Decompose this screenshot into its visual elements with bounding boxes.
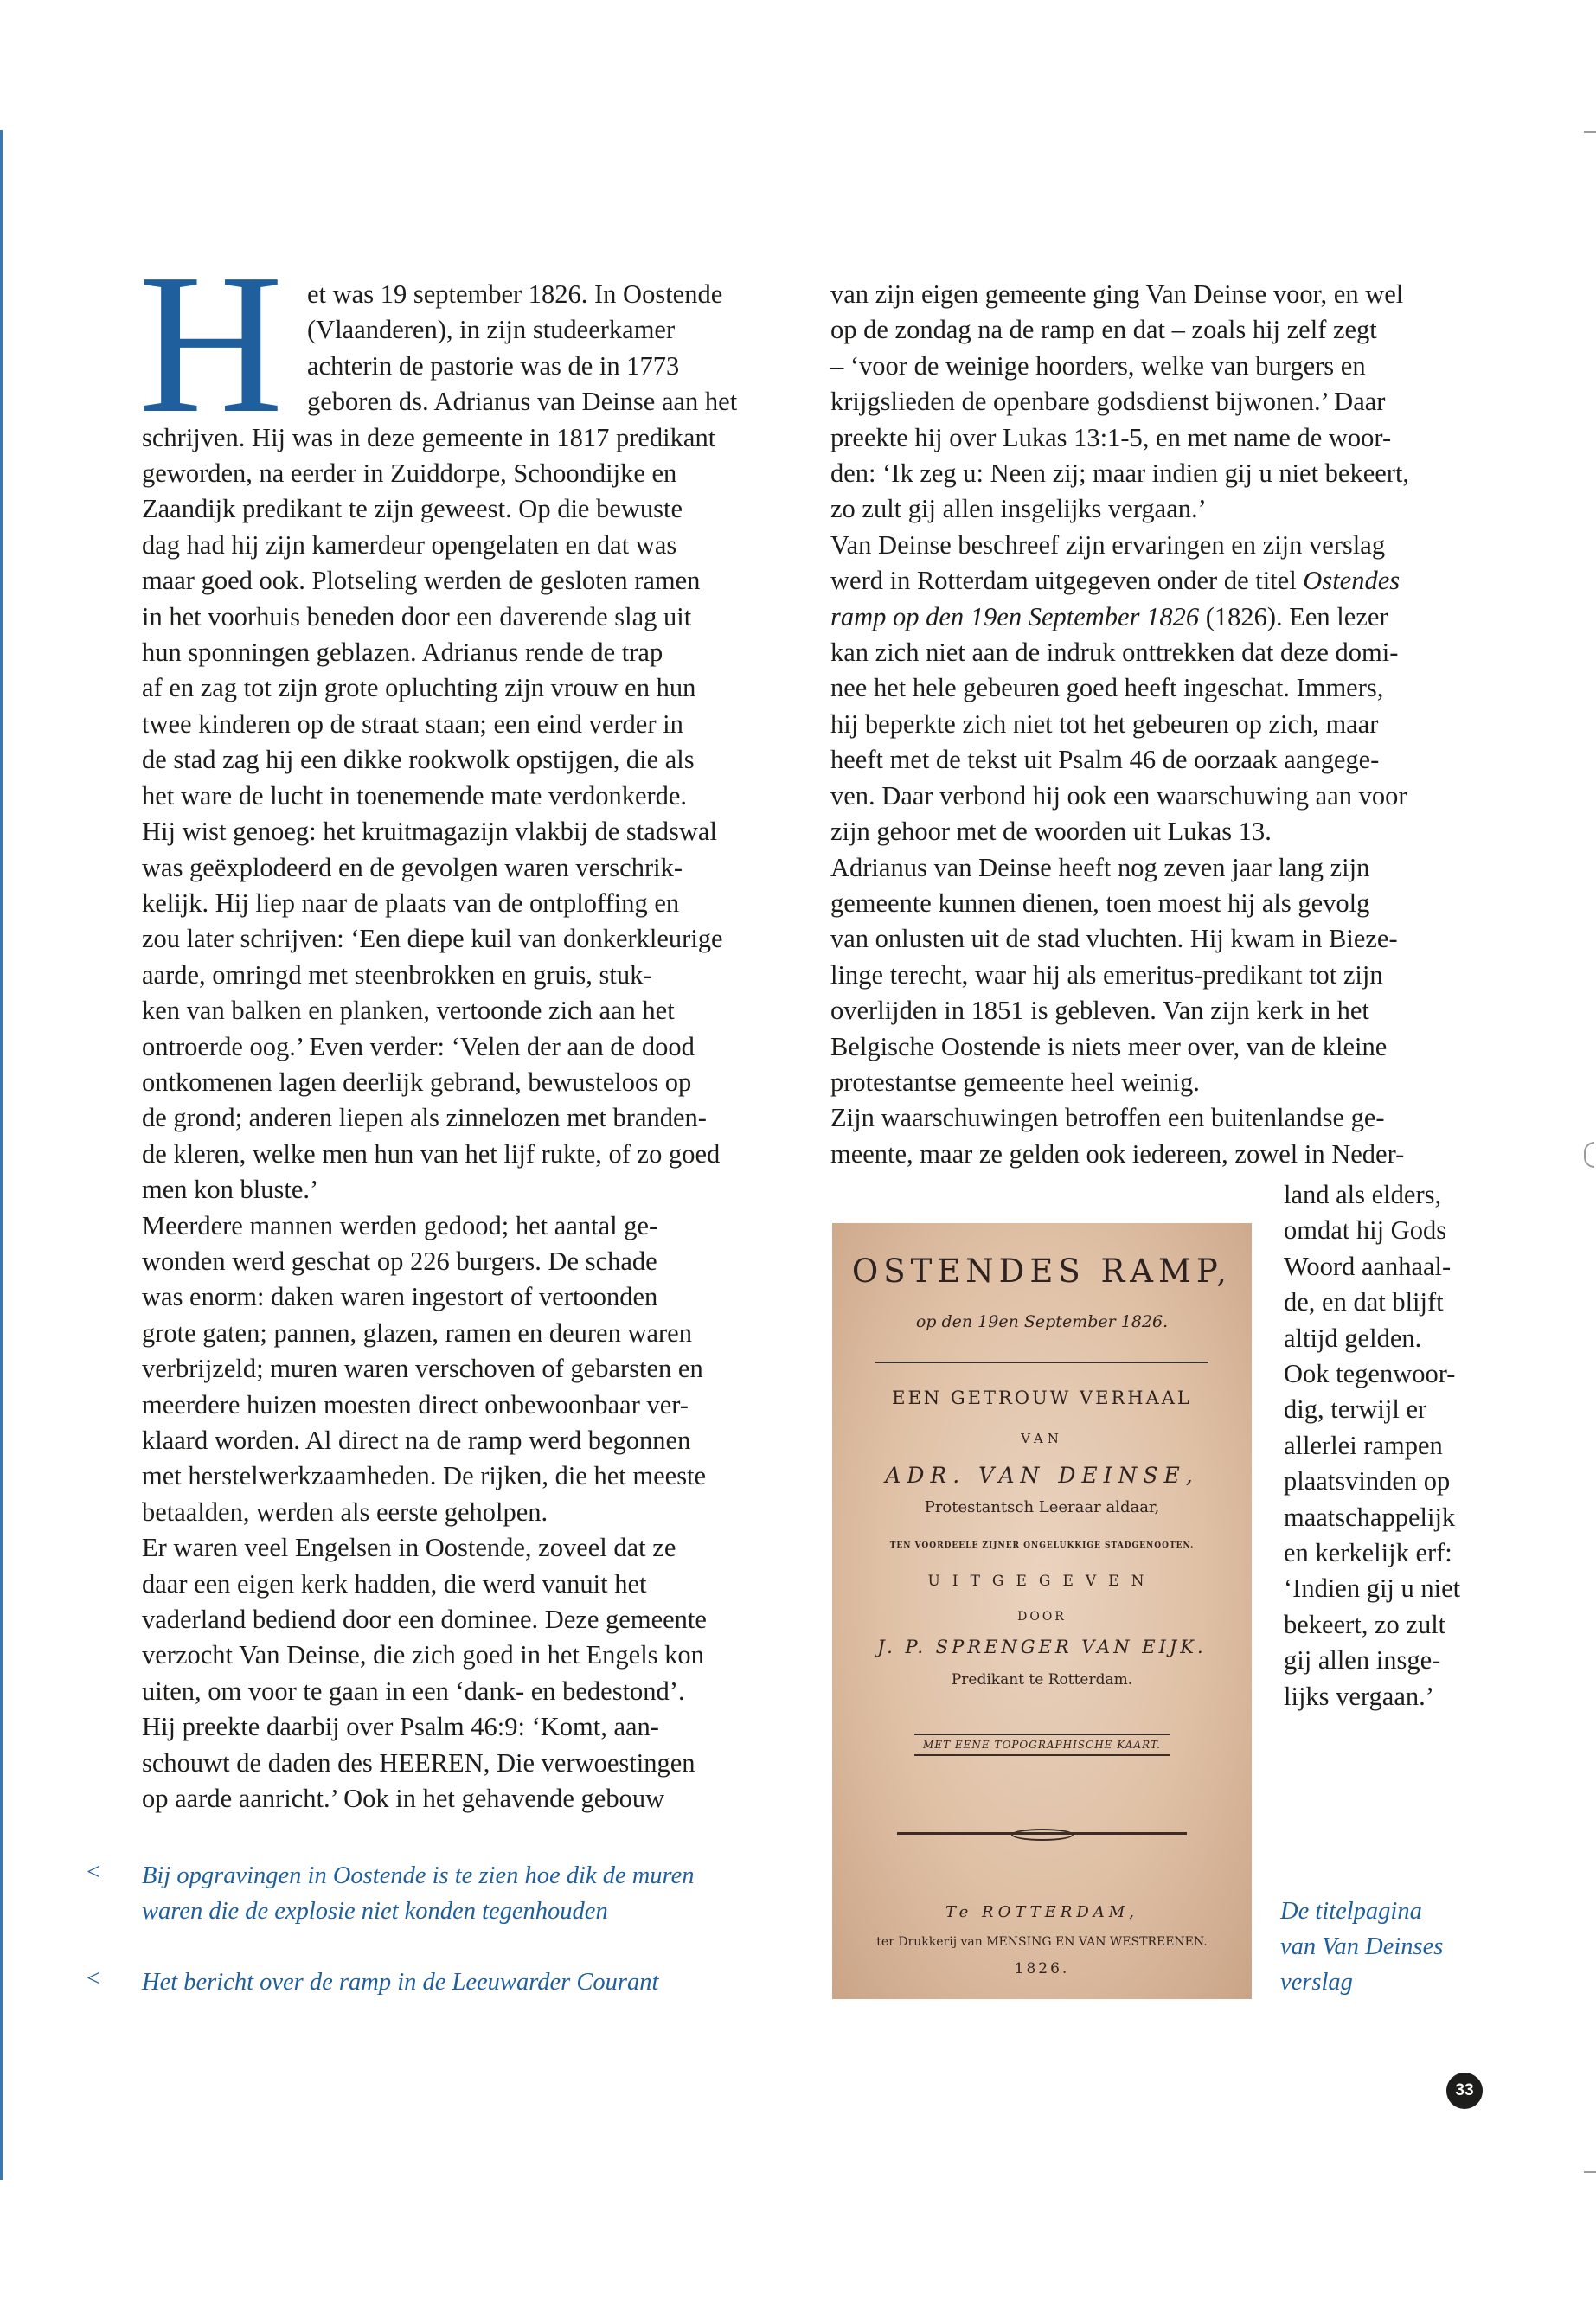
paragraph-line: klaard worden. Al direct na de ramp werd begonnen (142, 1426, 691, 1455)
paragraph-line: vaderland bediend door een dominee. Deze gemeente (142, 1605, 707, 1635)
paragraph-line: in het voorhuis beneden door een daverende slag uit (142, 601, 692, 631)
caption-line: Bij opgravingen in Oostende is te zien hoe dik de muren (142, 1862, 695, 1889)
book-title-italic: Ostendes (1303, 566, 1401, 596)
paragraph-line: aarde, omringd met steenbrokken en gruis, stuk- (142, 959, 652, 990)
tp-date: op den 19en September 1826. (915, 1312, 1169, 1331)
crop-mark-bottom (1584, 2171, 1596, 2173)
paragraph-line: meerdere huizen moesten direct onbewoonbaar ver- (142, 1389, 689, 1420)
paragraph-line: kelijk. Hij liep naar de plaats van de ontploffing en (142, 888, 680, 918)
paragraph-line: maar goed ook. Plotseling werden de gesloten ramen (142, 566, 701, 596)
paragraph-line: ‘Indien gij u niet (1284, 1574, 1461, 1604)
tp-ornament (1011, 1829, 1074, 1841)
paragraph-line: land als elders, (1284, 1180, 1442, 1209)
paragraph-line (830, 599, 1488, 635)
tp-rule (914, 1754, 1170, 1756)
paragraph-line: men kon bluste.’ (142, 1175, 319, 1205)
tp-publisher: J. P. SPRENGER VAN EIJK. (877, 1637, 1207, 1657)
paragraph-line: geworden, na eerder in Zuiddorpe, Schoondijke en (142, 458, 677, 489)
paragraph-line: twee kinderen op de straat staan; een eind verder in (142, 708, 683, 739)
paragraph-line: Zaandijk predikant te zijn geweest. Op die bewuste (142, 494, 683, 524)
paragraph-line: allerlei rampen (1284, 1430, 1443, 1460)
left-edge-rule (0, 130, 3, 2180)
paragraph-line: Hij wist genoeg: het kruitmagazijn vlakbij de stadswal (142, 817, 717, 847)
tp-title: OSTENDES RAMP, (851, 1253, 1233, 1290)
caption-line: van Van Deinses (1280, 1933, 1444, 1960)
paragraph-line: ven. Daar verbond hij ook een waarschuwing aan voor (830, 780, 1407, 811)
caption-line: De titelpagina (1280, 1898, 1422, 1925)
tp-door: DOOR (1017, 1610, 1067, 1624)
paragraph-line: bekeert, zo zult (1284, 1609, 1446, 1639)
caption-title-page (1280, 1894, 1443, 2000)
paragraph-line: was enorm: daken waren ingestort of vertoonden (142, 1282, 658, 1312)
paragraph-line: altijd gelden. (1284, 1323, 1422, 1353)
paragraph-line: plaatsvinden op (1284, 1466, 1451, 1497)
paragraph-line: linge terecht, waar hij als emeritus-predikant tot zijn (830, 959, 1383, 990)
paragraph-text: werd in Rotterdam uitgegeven onder de titel (830, 566, 1297, 596)
paragraph-line: ontroerde oog.’ Even verder: ‘Velen der aan de dood (142, 1031, 695, 1061)
caption-marker: < (87, 1858, 101, 1886)
caption-excavations (142, 1858, 694, 1929)
paragraph-line: Ook tegenwoor- (1284, 1359, 1456, 1389)
paragraph-line: zou later schrijven: ‘Een diepe kuil van donkerkleurige (142, 924, 723, 954)
article-right-column (830, 277, 1488, 1172)
paragraph-line: gemeente kunnen dienen, toen moest hij als gevolg (830, 888, 1370, 918)
paragraph-line: lijks vergaan.’ (1284, 1681, 1434, 1711)
tp-city: Te ROTTERDAM, (945, 1903, 1138, 1921)
tp-author: ADR. VAN DEINSE, (885, 1463, 1199, 1488)
paragraph-line: van onlusten uit de stad vluchten. Hij kwam in Bieze- (830, 924, 1398, 954)
paragraph-line: wonden werd geschat op 226 burgers. De schade (142, 1246, 657, 1276)
paragraph-line: kan zich niet aan de indruk onttrekken dat deze domi- (830, 638, 1399, 668)
paragraph-line: et was 19 september 1826. In Oostende (307, 279, 723, 309)
page-number: 33 (1446, 2073, 1483, 2109)
paragraph-line: schouwt de daden des HEEREN, Die verwoestingen (142, 1747, 695, 1778)
paragraph-line: daar een eigen kerk hadden, die werd vanuit het (142, 1568, 647, 1599)
paragraph-line: nee het hele gebeuren goed heeft ingeschat. Immers, (830, 673, 1384, 703)
tp-uitgegeven: UITGEGEVEN (927, 1573, 1157, 1590)
paragraph-line: maatschappelijk (1284, 1502, 1456, 1532)
paragraph-line: Meerdere mannen werden gedood; het aantal ge- (142, 1210, 658, 1240)
caption-line: waren die de explosie niet konden tegenhouden (142, 1898, 608, 1925)
paragraph-text: (1826). Een lezer (1199, 601, 1388, 631)
tp-year: 1826. (1014, 1960, 1070, 1977)
paragraph-line: op de zondag na de ramp en dat – zoals hij zelf zegt (830, 315, 1377, 345)
crop-mark-top (1584, 131, 1596, 133)
paragraph-line: protestantse gemeente heel weinig. (830, 1067, 1200, 1097)
caption-courant (142, 1965, 658, 2000)
paragraph-line: zo zult gij allen insgelijks vergaan.’ (830, 494, 1207, 524)
paragraph-line: met herstelwerkzaamheden. De rijken, die het meeste (142, 1461, 707, 1491)
paragraph-line: Belgische Oostende is niets meer over, van de kleine (830, 1031, 1388, 1061)
paragraph-line: Hij preekte daarbij over Psalm 46:9: ‘Komt, aan- (142, 1712, 659, 1742)
drop-cap: H (138, 233, 284, 455)
paragraph-line: omdat hij Gods (1284, 1215, 1447, 1246)
title-page-photo (832, 1223, 1252, 1999)
registration-mark (1584, 1142, 1594, 1168)
book-title-italic: ramp op den 19en September 1826 (830, 601, 1200, 631)
tp-van: VAN (1021, 1431, 1063, 1446)
paragraph-line: was geëxplodeerd en de gevolgen waren verschrik- (142, 852, 683, 882)
paragraph-line: achterin de pastorie was de in 1773 (307, 350, 680, 381)
paragraph-line: de grond; anderen liepen als zinnelozen met branden- (142, 1103, 707, 1133)
paragraph-line: zijn gehoor met de woorden uit Lukas 13. (830, 817, 1272, 847)
tp-rule (914, 1734, 1170, 1735)
paragraph-line: de, en dat blijft (1284, 1287, 1444, 1317)
paragraph-line: heeft met de tekst uit Psalm 46 de oorzaak aangege- (830, 745, 1380, 775)
paragraph-line: overlijden in 1851 is gebleven. Van zijn kerk in het (830, 996, 1369, 1026)
paragraph-line: meente, maar ze gelden ook iedereen, zowel in Neder- (830, 1138, 1405, 1169)
tp-press: ter Drukkerij van MENSING EN VAN WESTREENEN. (876, 1935, 1208, 1949)
paragraph-line: de kleren, welke men hun van het lijf rukte, of zo goed (142, 1138, 721, 1169)
paragraph-line: preekte hij over Lukas 13:1-5, en met name de woor- (830, 422, 1392, 452)
tp-rule (875, 1362, 1208, 1363)
caption-line: Het bericht over de ramp in de Leeuwarder Courant (142, 1969, 659, 1996)
paragraph-line: het ware de lucht in toenemende mate verdonkerde. (142, 780, 688, 811)
paragraph-line: betaalden, werden als eerste geholpen. (142, 1497, 548, 1527)
paragraph-line: geboren ds. Adrianus van Deinse aan het (307, 387, 738, 417)
paragraph-line: krijgslieden de openbare godsdienst bijwonen.’ Daar (830, 387, 1386, 417)
paragraph-line: af en zag tot zijn grote opluchting zijn vrouw en hun (142, 673, 696, 703)
paragraph-line: schrijven. Hij was in deze gemeente in 1817 predikant (142, 422, 716, 452)
paragraph-line: (Vlaanderen), in zijn studeerkamer (307, 315, 676, 345)
paragraph-line: – ‘voor de weinige hoorders, welke van burgers en (830, 350, 1366, 381)
paragraph-line: uiten, om voor te gaan in een ‘dank- en bedestond’. (142, 1676, 685, 1706)
paragraph-line: dig, terwijl er (1284, 1394, 1427, 1425)
paragraph-line: gij allen insge- (1284, 1645, 1441, 1676)
paragraph-line: dag had hij zijn kamerdeur opengelaten en dat was (142, 529, 677, 560)
tp-small-line: TEN VOORDEELE ZIJNER ONGELUKKIGE STADGENOOTEN. (889, 1541, 1195, 1550)
paragraph-line: grote gaten; pannen, glazen, ramen en deuren waren (142, 1317, 692, 1348)
paragraph-line: van zijn eigen gemeente ging Van Deinse voor, en wel (830, 279, 1404, 309)
caption-marker: < (87, 1965, 101, 1992)
paragraph-line: verbrijzeld; muren waren verschoven of gebarsten en (142, 1354, 703, 1384)
paragraph-line: de stad zag hij een dikke rookwolk opstijgen, die als (142, 745, 695, 775)
paragraph-line: op aarde aanricht.’ Ook in het gehavende gebouw (142, 1784, 665, 1814)
paragraph-line: Woord aanhaal- (1284, 1251, 1452, 1281)
tp-subtitle: EEN GETROUW VERHAAL (892, 1388, 1192, 1408)
paragraph-line: Van Deinse beschreef zijn ervaringen en zijn verslag (830, 529, 1386, 560)
article-left-column (142, 277, 799, 1817)
article-narrow-column (1284, 1177, 1491, 1715)
paragraph-line: Zijn waarschuwingen betroffen een buitenlandse ge- (830, 1103, 1385, 1133)
paragraph-line: en kerkelijk erf: (1284, 1538, 1452, 1568)
paragraph-line: den: ‘Ik zeg u: Neen zij; maar indien gij u niet bekeert, (830, 458, 1410, 489)
tp-map-note: MET EENE TOPOGRAPHISCHE KAART. (923, 1739, 1161, 1751)
paragraph-line: ontkomenen lagen deerlijk gebrand, bewusteloos op (142, 1067, 692, 1097)
paragraph-line: Adrianus van Deinse heeft nog zeven jaar lang zijn (830, 852, 1370, 882)
paragraph-line (830, 563, 1488, 599)
paragraph-line: ken van balken en planken, vertoonde zich aan het (142, 996, 675, 1026)
paragraph-line: Er waren veel Engelsen in Oostende, zoveel dat ze (142, 1533, 676, 1563)
paragraph-line: verzocht Van Deinse, die zich goed in het Engels kon (142, 1640, 704, 1670)
caption-line: verslag (1280, 1969, 1353, 1996)
tp-publisher-role: Predikant te Rotterdam. (951, 1671, 1133, 1689)
paragraph-line: hun sponningen geblazen. Adrianus rende de trap (142, 638, 663, 668)
paragraph-line: hij beperkte zich niet tot het gebeuren op zich, maar (830, 708, 1379, 739)
tp-role: Protestantsch Leeraar aldaar, (924, 1498, 1160, 1516)
